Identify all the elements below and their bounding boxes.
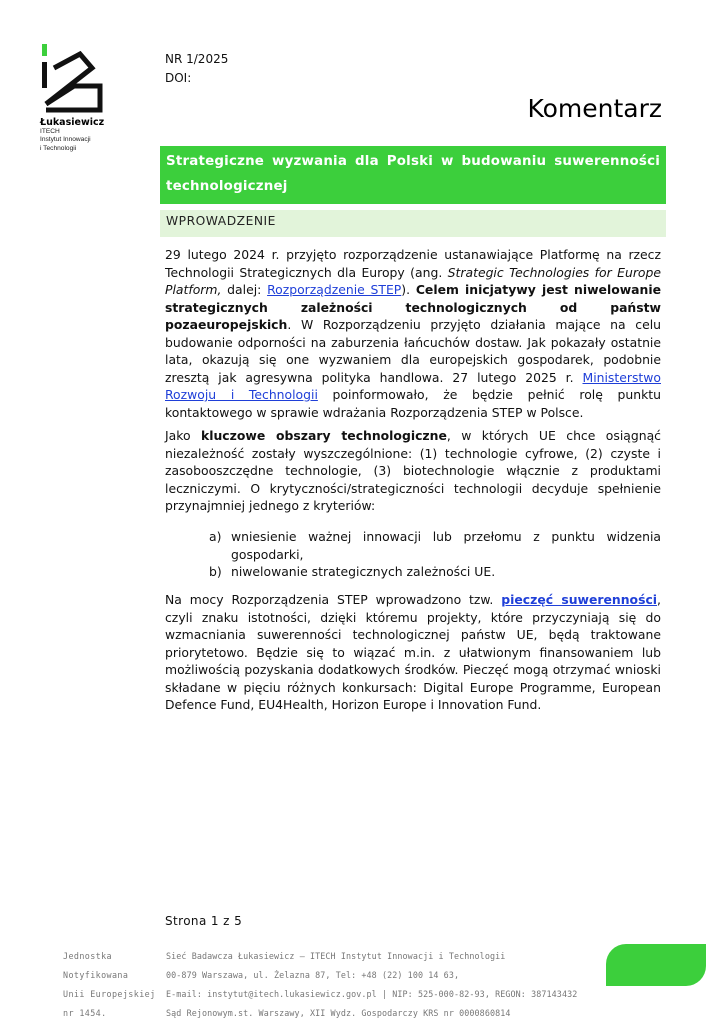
title-banner [160,146,666,204]
link-rozporzadzenie-step[interactable]: Rozporządzenie STEP [267,282,402,297]
footer-line: 00-879 Warszawa, ul. Żelazna 87, Tel: +48 (22) 100 14 63, [166,970,460,980]
footer-line: nr 1454. [63,1008,107,1018]
paragraph-intro [165,246,661,421]
text-run: poinformowało, że będzie pełnić rolę punktu kontaktowego w sprawie wdrażania Rozporządzenia STEP w Polsce. [165,387,661,420]
text-run: . W Rozporządzeniu przyjęto działania mające na celu budowanie odporności na zaburzenia łańcuchów dostaw. Jak pokazały ostatnie lata, okazują się one wyzwaniem dla europejskich gospodarek, podobnie zresztą jak agresywna polityka handlowa. 27 lutego 2025 r. [165,317,661,385]
list-marker: b) [209,564,222,579]
logo-subtitle [40,128,110,153]
document-title: Strategiczne wyzwania dla Polski w budowaniu suwerenności technologicznej [166,154,660,194]
text-run: 29 lutego 2024 r. przyjęto rozporządzenie ustanawiające Platformę na rzecz Technologii Strategicznych dla Europy (ang. [165,247,661,280]
link-ministerstwo[interactable]: Ministerstwo Rozwoju i Technologii [165,369,661,402]
text-run: Jako [165,428,201,443]
page-number: Strona 1 z 5 [165,914,243,928]
criteria-list [165,528,661,581]
paragraph-key-areas [165,427,661,515]
logo-sub-line: Instytut Innowacji [40,136,91,144]
list-item [165,563,661,581]
link-pieczec-suwerennosci[interactable]: pieczęć suwerenności [501,592,658,607]
list-item-text: wniesienie ważnej innowacji lub przełomu z punktu widzenia gospodarki, [231,529,661,562]
lukasiewicz-logo-mark-icon [40,42,104,114]
footer-line: Unii Europejskiej [63,989,156,999]
text-bold: Celem inicjatywy jest niwelowanie strategicznych zależności technologicznych od państw pozaeuropejskich [165,282,661,332]
footer-line: E-mail: instytut@itech.lukasiewicz.gov.pl | NIP: 525-000-82-93, REGON: 387143432 [166,989,578,999]
logo-sub-line: i Technologii [40,144,77,152]
section-heading: WPROWADZENIE [160,210,666,237]
document-doi: DOI: [165,71,192,85]
list-marker: a) [209,529,222,544]
footer-line: Sąd Rejonowym.st. Warszawy, XII Wydz. Gospodarczy KRS nr 0000860814 [166,1008,511,1018]
text-bold: kluczowe obszary technologiczne [201,428,447,443]
footer-line: Notyfikowana [63,970,129,980]
text-run: dalej: [221,282,268,297]
document-type: Komentarz [527,94,662,123]
text-run: , w których UE chce osiągnąć niezależność zostały wyszczególnione: (1) technologie cyfrowe, (2) czyste i zasobooszczędne technologie, (3) biotechnologie włącznie z produktami leczniczymi. O krytyczności/strategiczności technologii decyduje spełnienie przynajmniej jednego z kryteriów: [165,428,661,513]
list-item-text: niwelowanie strategicznych zależności UE. [231,564,496,579]
list-item [165,528,661,563]
footer-notified-body [63,947,156,1023]
logo-name: Łukasiewicz [40,117,105,128]
text-run: , czyli znaku istotności, dzięki któremu projekty, które przyczyniają się do wzmacniania suwerenności technologicznej państw UE, będą traktowane priorytetowo. Będzie się to wiązać m.in. z ułatwionym finansowaniem lub możliwością pozyskania dodatkowych środków. Pieczęć mogą otrzymać wnioski składane w pięciu różnych konkursach: Digital Europe Programme, European Defence Fund, EU4Health, Horizon Europe i Innovation Fund. [165,592,661,712]
text-run: Na mocy Rozporządzenia STEP wprowadzono tzw. [165,592,502,607]
document-number: NR 1/2025 [165,52,229,66]
paragraph-seal [165,591,661,714]
footer-decoration [606,944,706,986]
text-run: ). [401,282,416,297]
document-meta [165,50,228,88]
footer-contact [166,947,577,1023]
text-italic: Strategic Technologies for Europe Platform, [165,264,661,297]
logo-sub-line: ITECH [40,128,60,135]
footer-line: Jednostka [63,951,112,961]
footer-line: Sieć Badawcza Łukasiewicz – ITECH Instytut Innowacji i Technologii [166,951,506,961]
lukasiewicz-logo [40,42,110,153]
